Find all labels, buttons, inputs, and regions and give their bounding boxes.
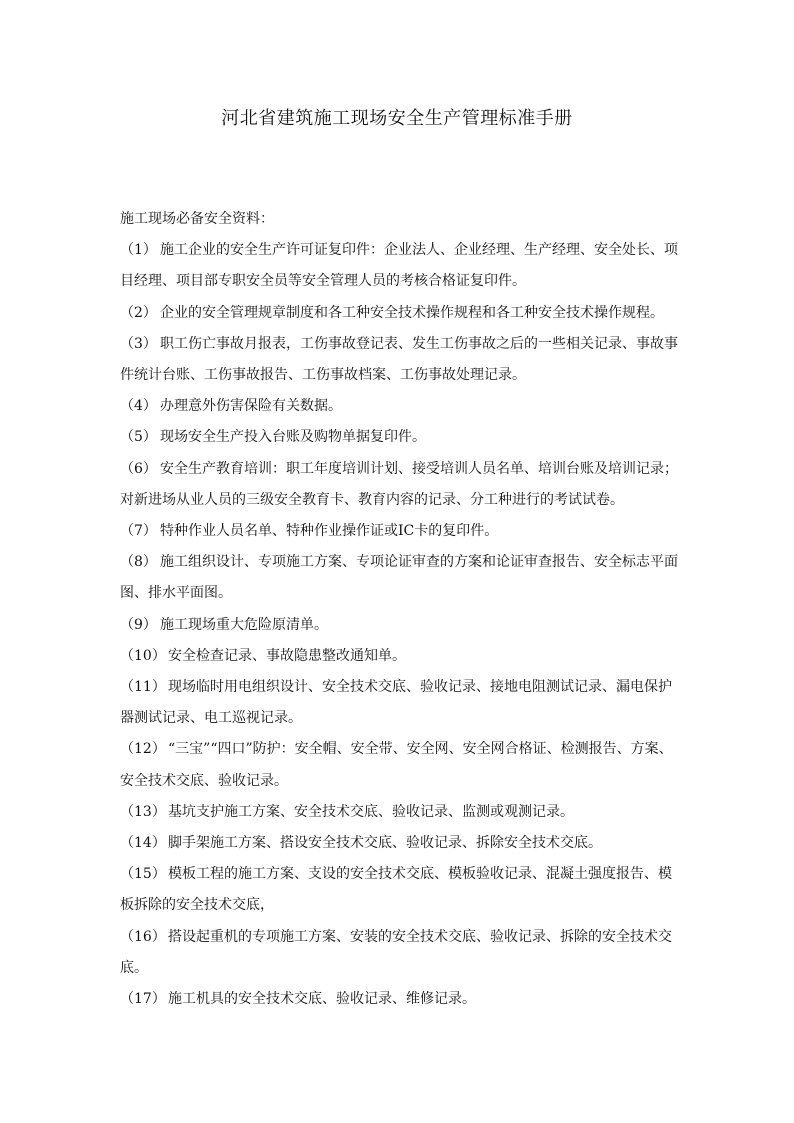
item-number: （6） [120,460,157,477]
item-text: 施工组织设计、专项施工方案、专项论证审查的方案和论证审查报告、安全标志平面 [160,554,678,571]
item-text: 模板工程的施工方案、支设的安全技术交底、模板验收记录、混凝土强度报告、模 [168,866,672,883]
item-text: 施工企业的安全生产许可证复印件：企业法人、企业经理、生产经理、安全处长、项 [160,242,678,259]
list-item [120,859,680,890]
item-number: （17） [120,991,166,1008]
item-text: 现场临时用电组织设计、安全技术交底、验收记录、接地电阻测试记录、漏电保护 [168,679,672,696]
item-text: 搭设起重机的专项施工方案、安装的安全技术交底、验收记录、拆除的安全技术交 [168,928,672,945]
item-text: 安全检查记录、事故隐患整改通知单。 [168,647,406,664]
document-body [120,204,680,1015]
item-text: 办理意外伤害保险有关数据。 [160,398,342,415]
item-continuation: 安全技术交底、验收记录。 [120,772,288,789]
item-number: （4） [120,398,157,415]
item-text: 安全生产教育培训：职工年度培训计划、接受培训人员名单、培训台账及培训记录； [160,460,678,477]
item-text: 企业的安全管理规章制度和各工种安全技术操作规程和各工种安全技术操作规程。 [160,304,664,321]
item-number: （5） [120,429,157,446]
item-continuation: 器测试记录、电工巡视记录。 [120,710,302,727]
list-item [120,391,680,422]
list-item [120,734,680,765]
list-item [120,516,680,547]
item-continuation: 图、排水平面图。 [120,585,232,602]
item-number: （16） [120,928,166,945]
document-title: 河北省建筑施工现场安全生产管理标准手册 [221,108,573,129]
list-item [120,454,680,485]
item-number: （9） [120,616,157,633]
list-item [120,828,680,859]
list-item [120,547,680,578]
item-continuation: 件统计台账、工伤事故报告、工伤事故档案、工伤事故处理记录。 [120,367,526,384]
item-number: （10） [120,647,166,664]
item-continuation: 目经理、项目部专职安全员等安全管理人员的考核合格证复印件。 [120,273,526,290]
item-text: “三宝”“四口”防护：安全帽、安全带、安全网、安全网合格证、检测报告、方案、 [168,741,673,758]
item-number: （15） [120,866,166,883]
item-text: 特种作业人员名单、特种作业操作证或IC卡的复印件。 [160,523,499,540]
list-item [120,422,680,453]
item-text: 现场安全生产投入台账及购物单据复印件。 [160,429,426,446]
item-number: （1） [120,242,157,259]
item-text: 职工伤亡事故月报表，工伤事故登记表、发生工伤事故之后的一些相关记录、事故事 [160,335,678,352]
list-item [120,984,680,1015]
list-item [120,235,680,266]
item-number: （3） [120,335,157,352]
list-item [120,610,680,641]
intro-line: 施工现场必备安全资料： [120,211,274,227]
item-text: 脚手架施工方案、搭设安全技术交底、验收记录、拆除安全技术交底。 [168,835,602,852]
list-item [120,672,680,703]
item-continuation: 底。 [120,959,148,976]
item-text: 施工机具的安全技术交底、验收记录、维修记录。 [168,991,476,1008]
list-item [120,641,680,672]
item-text: 基坑支护施工方案、安全技术交底、验收记录、监测或观测记录。 [168,803,574,820]
item-number: （13） [120,803,166,820]
item-number: （11） [120,679,166,696]
list-item [120,298,680,329]
item-continuation: 板拆除的安全技术交底， [120,897,274,914]
list-item [120,329,680,360]
item-number: （8） [120,554,157,571]
list-item [120,922,680,953]
item-number: （7） [120,523,157,540]
item-number: （2） [120,304,157,321]
list-item [120,797,680,828]
item-number: （14） [120,835,166,852]
item-continuation: 对新进场从业人员的三级安全教育卡、教育内容的记录、分工种进行的考试试卷。 [120,491,624,508]
item-number: （12） [120,741,166,758]
item-text: 施工现场重大危险原清单。 [160,616,328,633]
